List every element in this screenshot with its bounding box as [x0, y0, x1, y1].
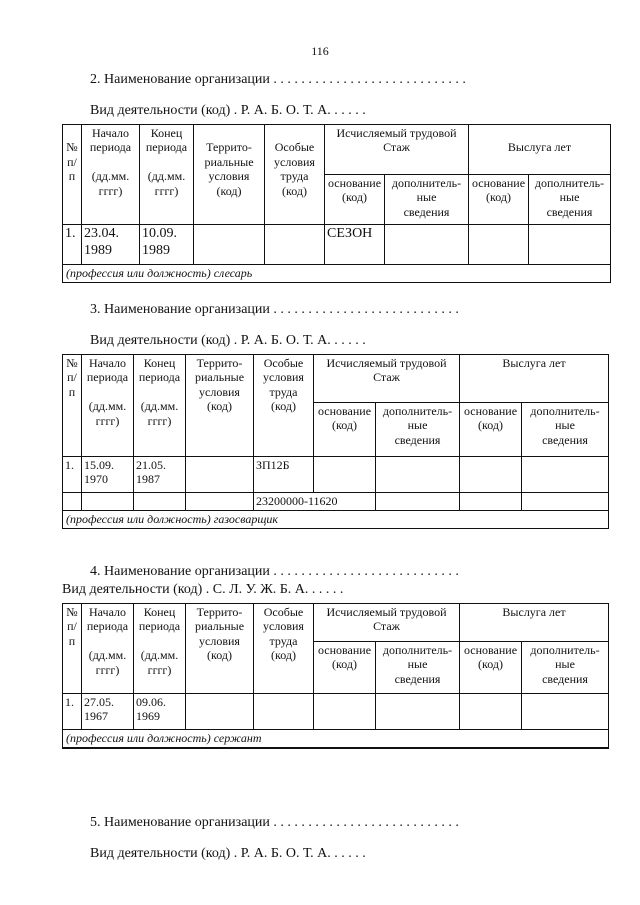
- row-service-basis: [460, 694, 522, 730]
- row-service-additional: [522, 694, 609, 730]
- activity-label: Вид деятельности (код): [90, 103, 231, 118]
- row-calc-basis: [314, 457, 376, 493]
- employment-table-3: [62, 354, 609, 529]
- row-service-additional: [522, 457, 609, 493]
- table-row: [63, 694, 609, 730]
- table-row: [63, 457, 609, 493]
- org-label: Наименование организации: [104, 815, 270, 830]
- row-calc-additional: [376, 493, 460, 511]
- header-service-additional: дополнитель- ные сведения: [522, 642, 609, 694]
- employment-table-4: [62, 603, 609, 749]
- header-service: Выслуга лет: [460, 355, 609, 403]
- row-special: [254, 694, 314, 730]
- section-number: 2.: [90, 72, 101, 87]
- row-territorial: [186, 694, 254, 730]
- header-end: Конец периода (дд.мм. гггг): [140, 125, 194, 225]
- profession-row: (профессия или должность) слесарь: [63, 265, 611, 283]
- org-name-blank: . . . . . . . . . . . . . . . . . . . . . . . . . . .: [273, 564, 459, 579]
- row-end: 09.06. 1969: [134, 694, 186, 730]
- header-service-additional: дополнитель- ные сведения: [529, 175, 611, 225]
- profession-row: (профессия или должность) газосварщик: [63, 511, 609, 529]
- activity-line-3: [90, 333, 366, 349]
- page-number: 116: [311, 44, 329, 58]
- header-num: № п/ п: [63, 125, 82, 225]
- activity-label: Вид деятельности (код): [90, 333, 231, 348]
- activity-label: Вид деятельности (код): [62, 582, 203, 597]
- header-start: Начало периода (дд.мм. гггг): [82, 355, 134, 457]
- row-service-basis: [460, 457, 522, 493]
- row-territorial: [186, 493, 254, 511]
- row-special: 23200000-11620: [254, 493, 376, 511]
- row-special: ЗП12Б: [254, 457, 314, 493]
- table-row: [63, 493, 609, 511]
- org-line-3: [90, 302, 459, 318]
- row-num: [63, 493, 82, 511]
- header-end: Конец периода (дд.мм. гггг): [134, 355, 186, 457]
- header-calc: Исчисляемый трудовой Стаж: [314, 604, 460, 642]
- row-start: [82, 493, 134, 511]
- header-num: № п/ п: [63, 355, 82, 457]
- header-service-basis: основание (код): [460, 642, 522, 694]
- section-number: 3.: [90, 302, 101, 317]
- header-territorial: Террито- риальные условия (код): [186, 604, 254, 694]
- row-num: 1.: [63, 694, 82, 730]
- header-calc-additional: дополнитель- ные сведения: [376, 403, 460, 457]
- row-calc-additional: [376, 694, 460, 730]
- section-number: 4.: [90, 564, 101, 579]
- row-calc-basis: СЕЗОН: [325, 225, 385, 265]
- header-service-additional: дополнитель- ные сведения: [522, 403, 609, 457]
- header-calc-basis: основание (код): [325, 175, 385, 225]
- header-territorial: Террито- риальные условия (код): [194, 125, 265, 225]
- row-special: [265, 225, 325, 265]
- row-start: 23.04. 1989: [82, 225, 140, 265]
- header-service-basis: основание (код): [460, 403, 522, 457]
- row-calc-basis: [314, 694, 376, 730]
- header-territorial: Террито- риальные условия (код): [186, 355, 254, 457]
- org-name-blank: . . . . . . . . . . . . . . . . . . . . . . . . . . .: [273, 302, 459, 317]
- header-calc: Исчисляемый трудовой Стаж: [325, 125, 469, 175]
- activity-line-5: [90, 846, 366, 862]
- row-territorial: [186, 457, 254, 493]
- org-name-blank: . . . . . . . . . . . . . . . . . . . . . . . . . . . .: [273, 72, 466, 87]
- row-end: 10.09. 1989: [140, 225, 194, 265]
- section-number: 5.: [90, 815, 101, 830]
- org-name-blank: . . . . . . . . . . . . . . . . . . . . . . . . . . .: [273, 815, 459, 830]
- org-line-2: [90, 72, 466, 88]
- org-label: Наименование организации: [104, 72, 270, 87]
- row-calc-additional: [385, 225, 469, 265]
- header-service-basis: основание (код): [469, 175, 529, 225]
- org-label: Наименование организации: [104, 564, 270, 579]
- header-special: Особые условия труда (код): [254, 604, 314, 694]
- header-special: Особые условия труда (код): [254, 355, 314, 457]
- row-territorial: [194, 225, 265, 265]
- row-start: 27.05. 1967: [82, 694, 134, 730]
- org-label: Наименование организации: [104, 302, 270, 317]
- header-end: Конец периода (дд.мм. гггг): [134, 604, 186, 694]
- row-end: 21.05. 1987: [134, 457, 186, 493]
- header-start: Начало периода (дд.мм. гггг): [82, 604, 134, 694]
- org-line-5: [90, 815, 459, 831]
- table-row: [63, 225, 611, 265]
- header-service: Выслуга лет: [460, 604, 609, 642]
- activity-value: . Р. А. Б. О. Т. А. . . . . .: [233, 333, 366, 348]
- header-calc-additional: дополнитель- ные сведения: [385, 175, 469, 225]
- row-service-additional: [522, 493, 609, 511]
- activity-value: . Р. А. Б. О. Т. А. . . . . .: [233, 846, 366, 861]
- header-calc-basis: основание (код): [314, 403, 376, 457]
- activity-label: Вид деятельности (код): [90, 846, 231, 861]
- header-calc: Исчисляемый трудовой Стаж: [314, 355, 460, 403]
- header-start: Начало периода (дд.мм. гггг): [82, 125, 140, 225]
- employment-table-2: [62, 124, 611, 283]
- row-calc-additional: [376, 457, 460, 493]
- row-service-basis: [460, 493, 522, 511]
- header-service: Выслуга лет: [469, 125, 611, 175]
- activity-line-2: [90, 103, 366, 119]
- header-num: № п/ п: [63, 604, 82, 694]
- row-service-additional: [529, 225, 611, 265]
- activity-value: . Р. А. Б. О. Т. А. . . . . .: [233, 103, 366, 118]
- row-service-basis: [469, 225, 529, 265]
- header-calc-additional: дополнитель- ные сведения: [376, 642, 460, 694]
- header-special: Особые условия труда (код): [265, 125, 325, 225]
- activity-value: . С. Л. У. Ж. Б. А. . . . . .: [205, 582, 344, 597]
- row-num: 1.: [63, 457, 82, 493]
- row-num: 1.: [63, 225, 82, 265]
- org-line-4: [90, 564, 459, 580]
- header-calc-basis: основание (код): [314, 642, 376, 694]
- row-end: [134, 493, 186, 511]
- row-start: 15.09. 1970: [82, 457, 134, 493]
- activity-line-4: [62, 582, 343, 598]
- profession-row: (профессия или должность) сержант: [63, 730, 609, 748]
